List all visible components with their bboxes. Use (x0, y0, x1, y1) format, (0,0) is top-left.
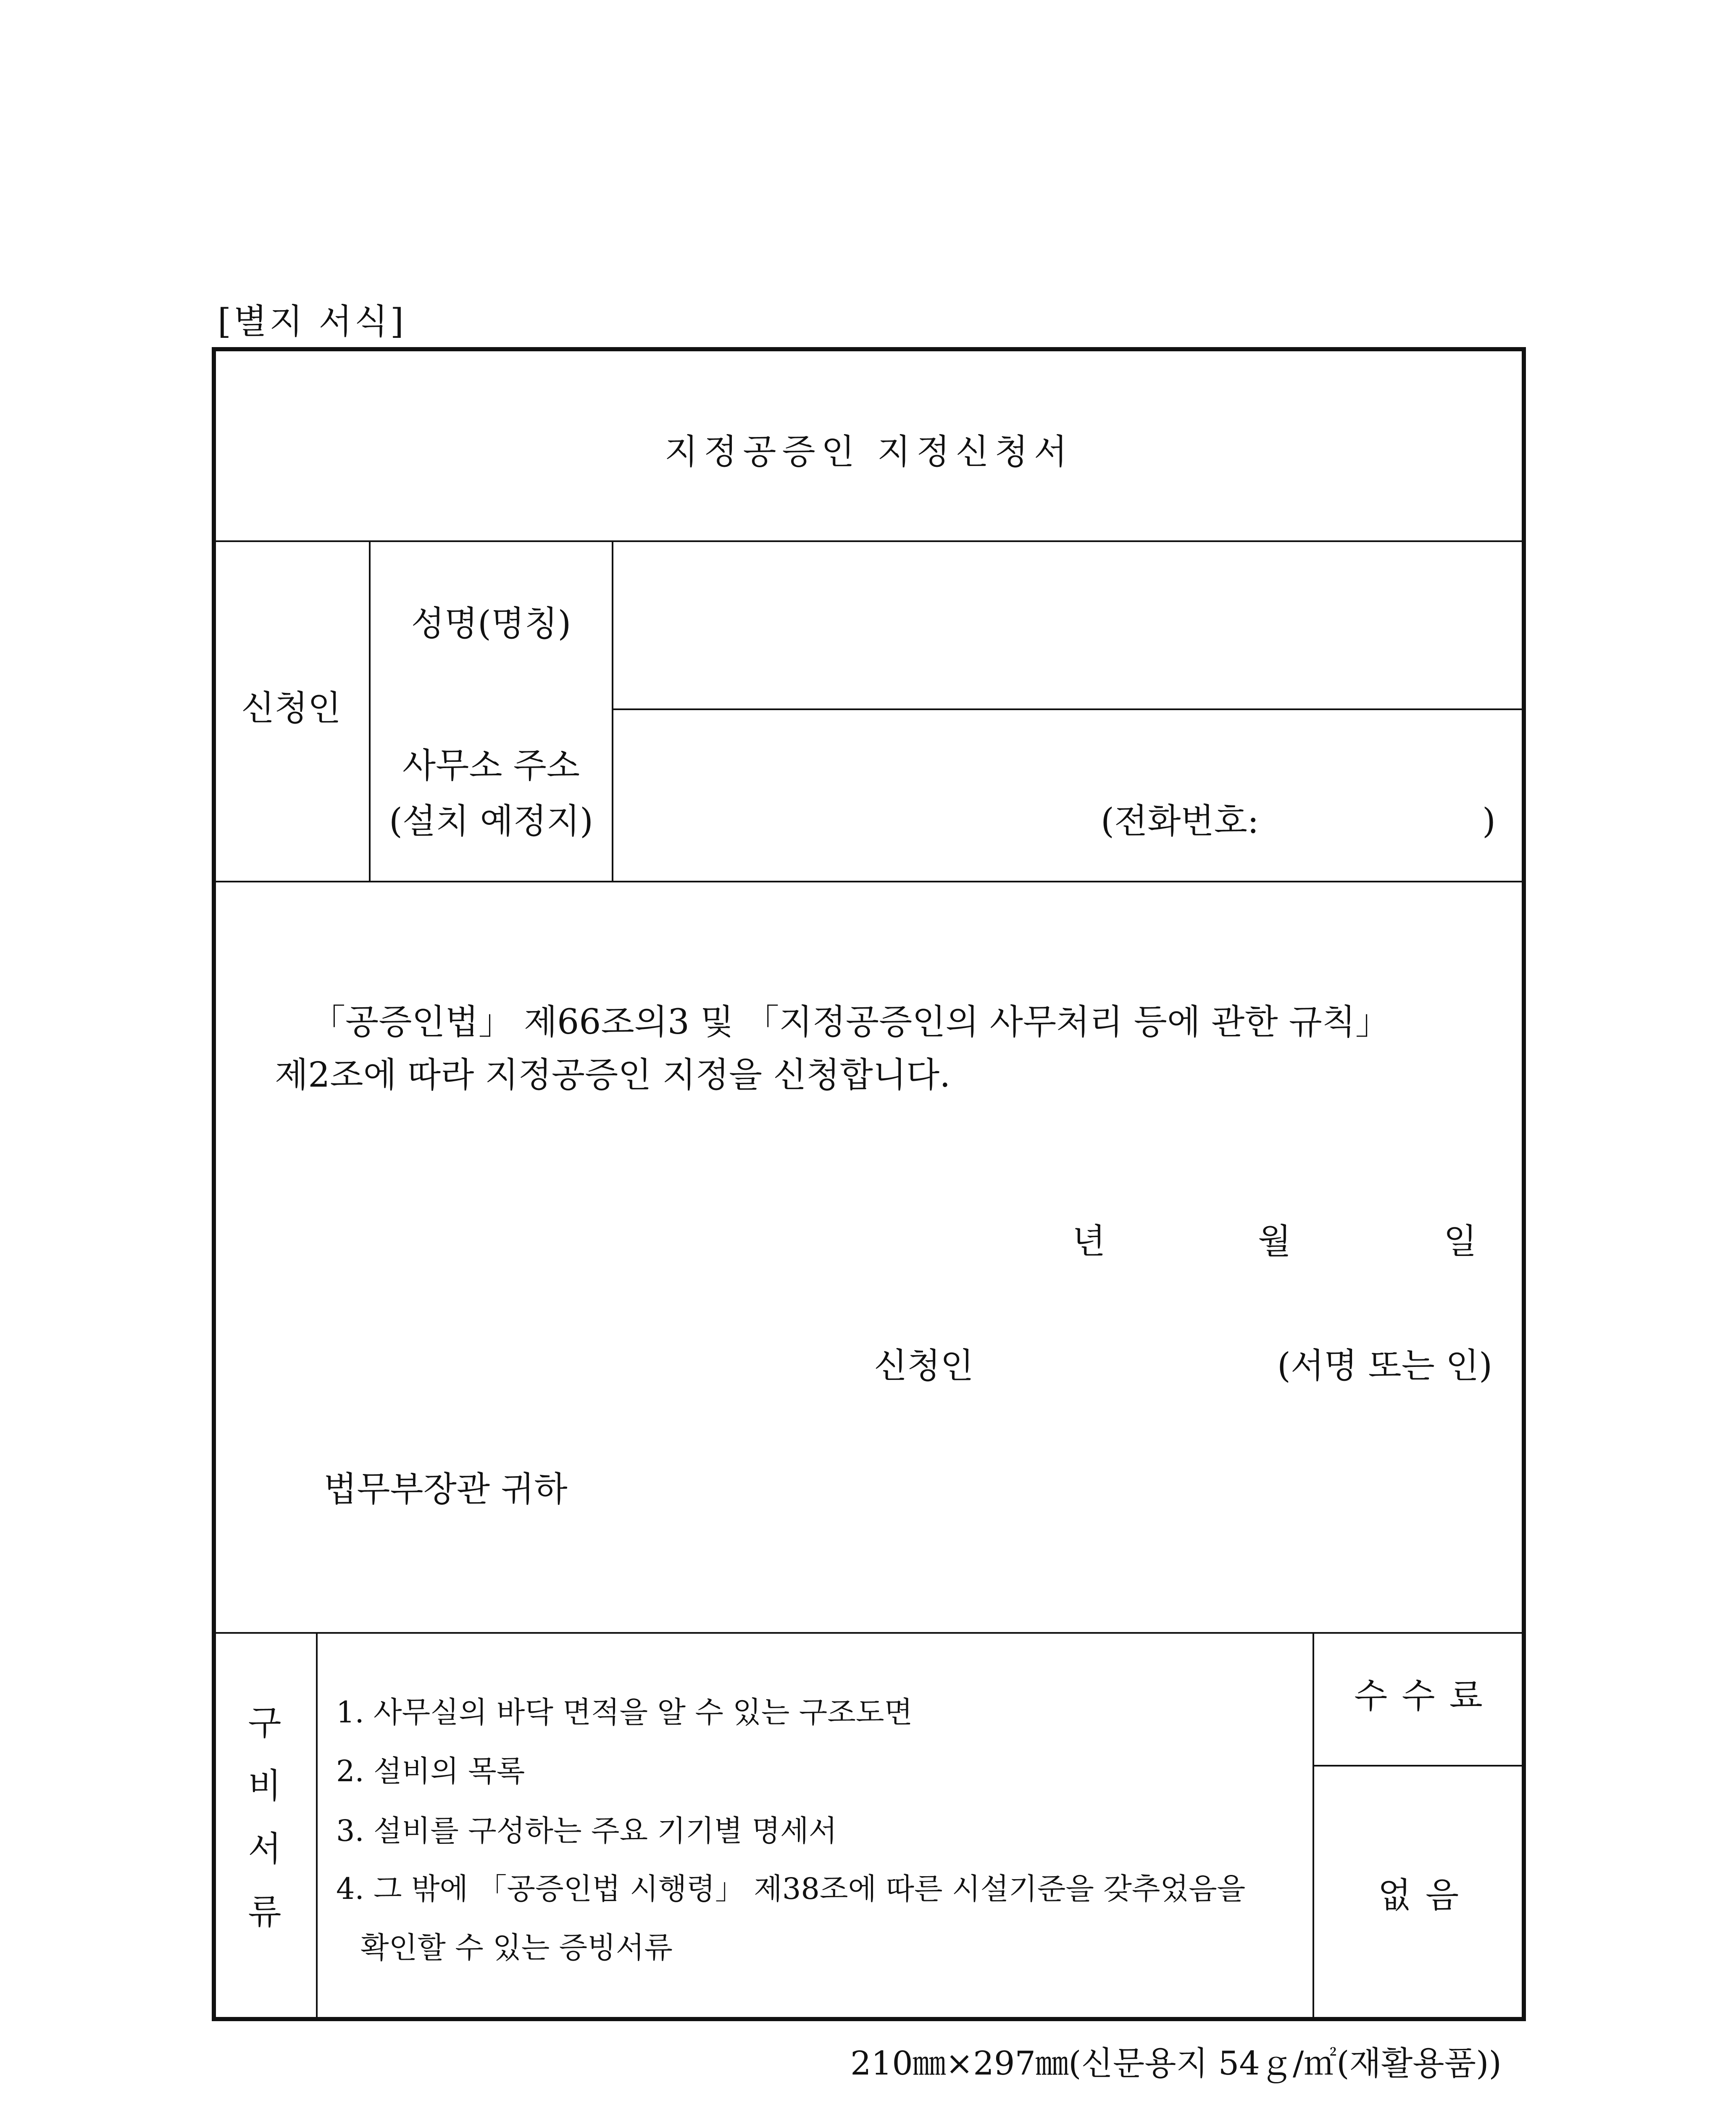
form-title: 지정공증인 지정신청서 (664, 432, 1073, 472)
signature-applicant-label: 신청인 (874, 1346, 974, 1386)
docs-label-char-3: 서 (248, 1829, 281, 1869)
address-label-line1: 사무소 주소 (402, 746, 580, 786)
docs-label-char-4: 류 (248, 1892, 281, 1932)
recipient: 법무부장관 귀하 (324, 1469, 568, 1509)
divider-statement (213, 1632, 1524, 1634)
fee-value: 없 음 (1378, 1875, 1461, 1915)
divider-name-address (613, 708, 1524, 710)
signature-sign-label: (서명 또는 인) (1277, 1346, 1493, 1386)
date-year-label: 년 (1072, 1222, 1106, 1261)
address-label-line2: (설치 예정지) (389, 801, 594, 841)
paper-spec: 210㎜×297㎜(신문용지 54ｇ/㎡(재활용품)) (850, 2045, 1502, 2083)
phone-label: (전화번호: (1101, 801, 1259, 841)
document-item-1: 1. 사무실의 바닥 면적을 알 수 있는 구조도면 (336, 1695, 913, 1730)
name-label: 성명(명칭) (411, 604, 571, 644)
divider-title (213, 540, 1524, 542)
date-month-label: 월 (1258, 1222, 1291, 1261)
divider-field-label (612, 540, 613, 882)
statement-line2: 제2조에 따라 지정공증인 지정을 신청합니다. (275, 1055, 951, 1095)
divider-fee (1313, 1765, 1524, 1767)
document-item-4-continued: 확인할 수 있는 증빙서류 (360, 1930, 673, 1965)
date-day-label: 일 (1444, 1222, 1477, 1261)
docs-label-char-2: 비 (248, 1766, 281, 1806)
document-item-4: 4. 그 밖에 「공증인법 시행령」 제38조에 따른 시설기준을 갖추었음을 (336, 1872, 1246, 1906)
fee-label: 수 수 료 (1354, 1676, 1484, 1716)
document-item-3: 3. 설비를 구성하는 주요 기기별 명세서 (336, 1814, 837, 1848)
divider-docs-label (316, 1632, 318, 2018)
divider-applicant (213, 881, 1524, 882)
docs-label-char-1: 구 (248, 1703, 281, 1743)
phone-close-paren: ) (1482, 801, 1496, 841)
form-label: [별지 서식] (218, 302, 406, 342)
applicant-section-label: 신청인 (241, 688, 341, 728)
document-item-2: 2. 설비의 목록 (336, 1754, 525, 1788)
statement-line1: 「공증인법」 제66조의3 및 「지정공증인의 사무처리 등에 관한 규칙」 (311, 1002, 1390, 1042)
